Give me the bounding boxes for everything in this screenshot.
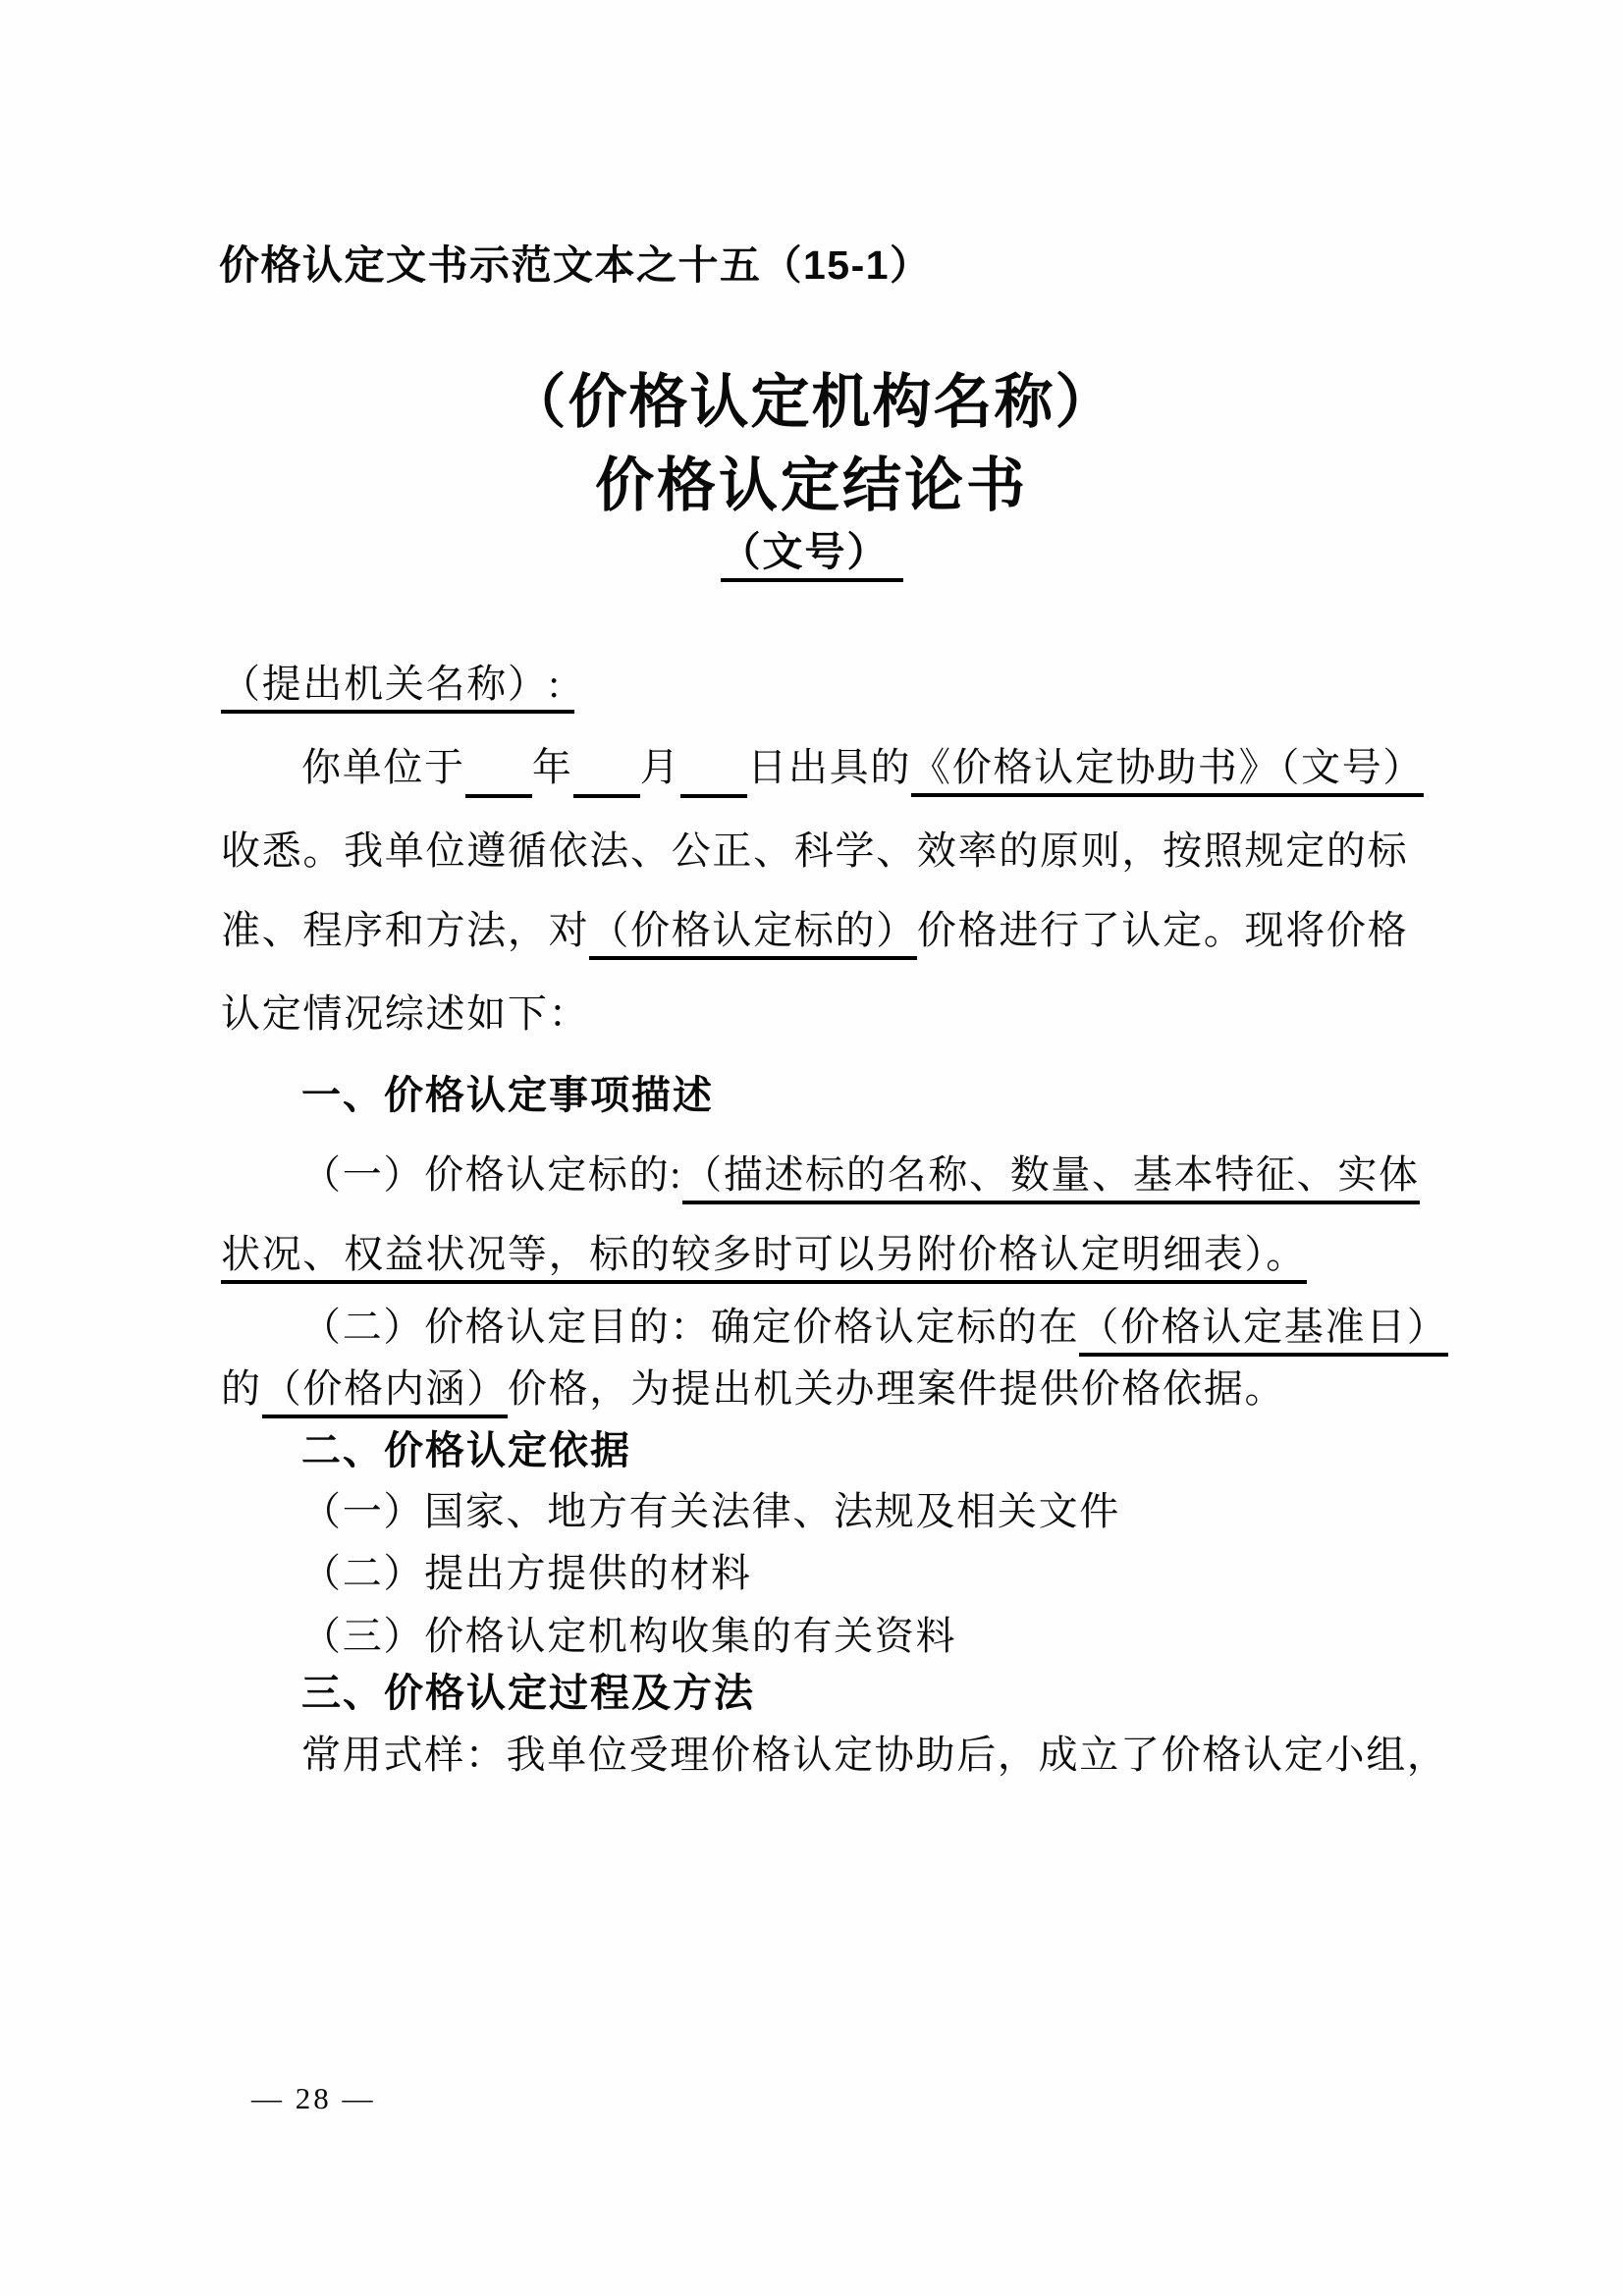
- body-line: [221, 1366, 1285, 1412]
- month-label: 月: [639, 745, 681, 789]
- section-heading-2: 二、价格认定依据: [301, 1429, 631, 1472]
- basis-item-2: （二）提出方提供的材料: [301, 1551, 752, 1595]
- title-doc-name: 价格认定结论书: [595, 454, 1028, 518]
- blank-field-day: [680, 745, 747, 798]
- body-line: [221, 1232, 1307, 1277]
- assist-doc-ref-underline: 《价格认定协助书》（文号）: [911, 745, 1424, 797]
- target-desc-underline: （描述标的名称、数量、基本特征、实体: [682, 1152, 1420, 1204]
- process-line: 常用式样：我单位受理价格认定协助后，成立了价格认定小组，: [301, 1733, 1448, 1777]
- blank-field-month: [573, 745, 640, 798]
- body-line: [301, 1152, 1420, 1198]
- basis-item-1: （一）国家、地方有关法律、法规及相关文件: [301, 1489, 1120, 1533]
- title-org-name: （价格认定机构名称）: [507, 370, 1116, 435]
- page-number: — 28 —: [251, 2081, 376, 2115]
- section-heading-3: 三、价格认定过程及方法: [301, 1672, 755, 1715]
- body-text: 价格进行了认定。现将价格: [916, 908, 1409, 952]
- body-line: [221, 908, 1408, 953]
- doc-number-underline: （文号）: [721, 529, 903, 582]
- body-line: 认定情况综述如下：: [221, 991, 590, 1036]
- issue-prefix: 你单位于: [301, 745, 465, 789]
- body-text: 准、程序和方法，对: [221, 908, 590, 952]
- target-desc-underline-cont: 状况、权益状况等，标的较多时可以另附价格认定明细表）。: [221, 1232, 1307, 1284]
- target-name-underline: （价格认定标的）: [589, 908, 917, 960]
- issue-date-line: [301, 745, 1424, 798]
- document-series-header: 价格认定文书示范文本之十五（15-1）: [219, 242, 932, 288]
- day-label: 日出具的: [747, 745, 912, 789]
- base-date-underline: （价格认定基准日）: [1079, 1305, 1447, 1357]
- body-text: 价格，为提出机关办理案件提供价格依据。: [507, 1366, 1286, 1411]
- recipient-line: [221, 662, 574, 707]
- section-heading-1: 一、价格认定事项描述: [301, 1074, 714, 1117]
- body-text: （一）价格认定标的:: [301, 1152, 683, 1197]
- body-text: 的: [221, 1366, 262, 1411]
- body-line: 收悉。我单位遵循依法、公正、科学、效率的原则，按照规定的标: [221, 828, 1409, 873]
- price-connotation-underline: （价格内涵）: [262, 1366, 508, 1418]
- basis-item-3: （三）价格认定机构收集的有关资料: [301, 1614, 957, 1658]
- title-doc-number: [0, 519, 1623, 577]
- recipient-name-underline: （提出机关名称）:: [221, 662, 574, 714]
- blank-field-year: [465, 745, 532, 798]
- body-text: （二）价格认定目的：确定价格认定标的在: [301, 1305, 1080, 1349]
- body-line: [301, 1305, 1448, 1350]
- year-label: 年: [531, 745, 573, 789]
